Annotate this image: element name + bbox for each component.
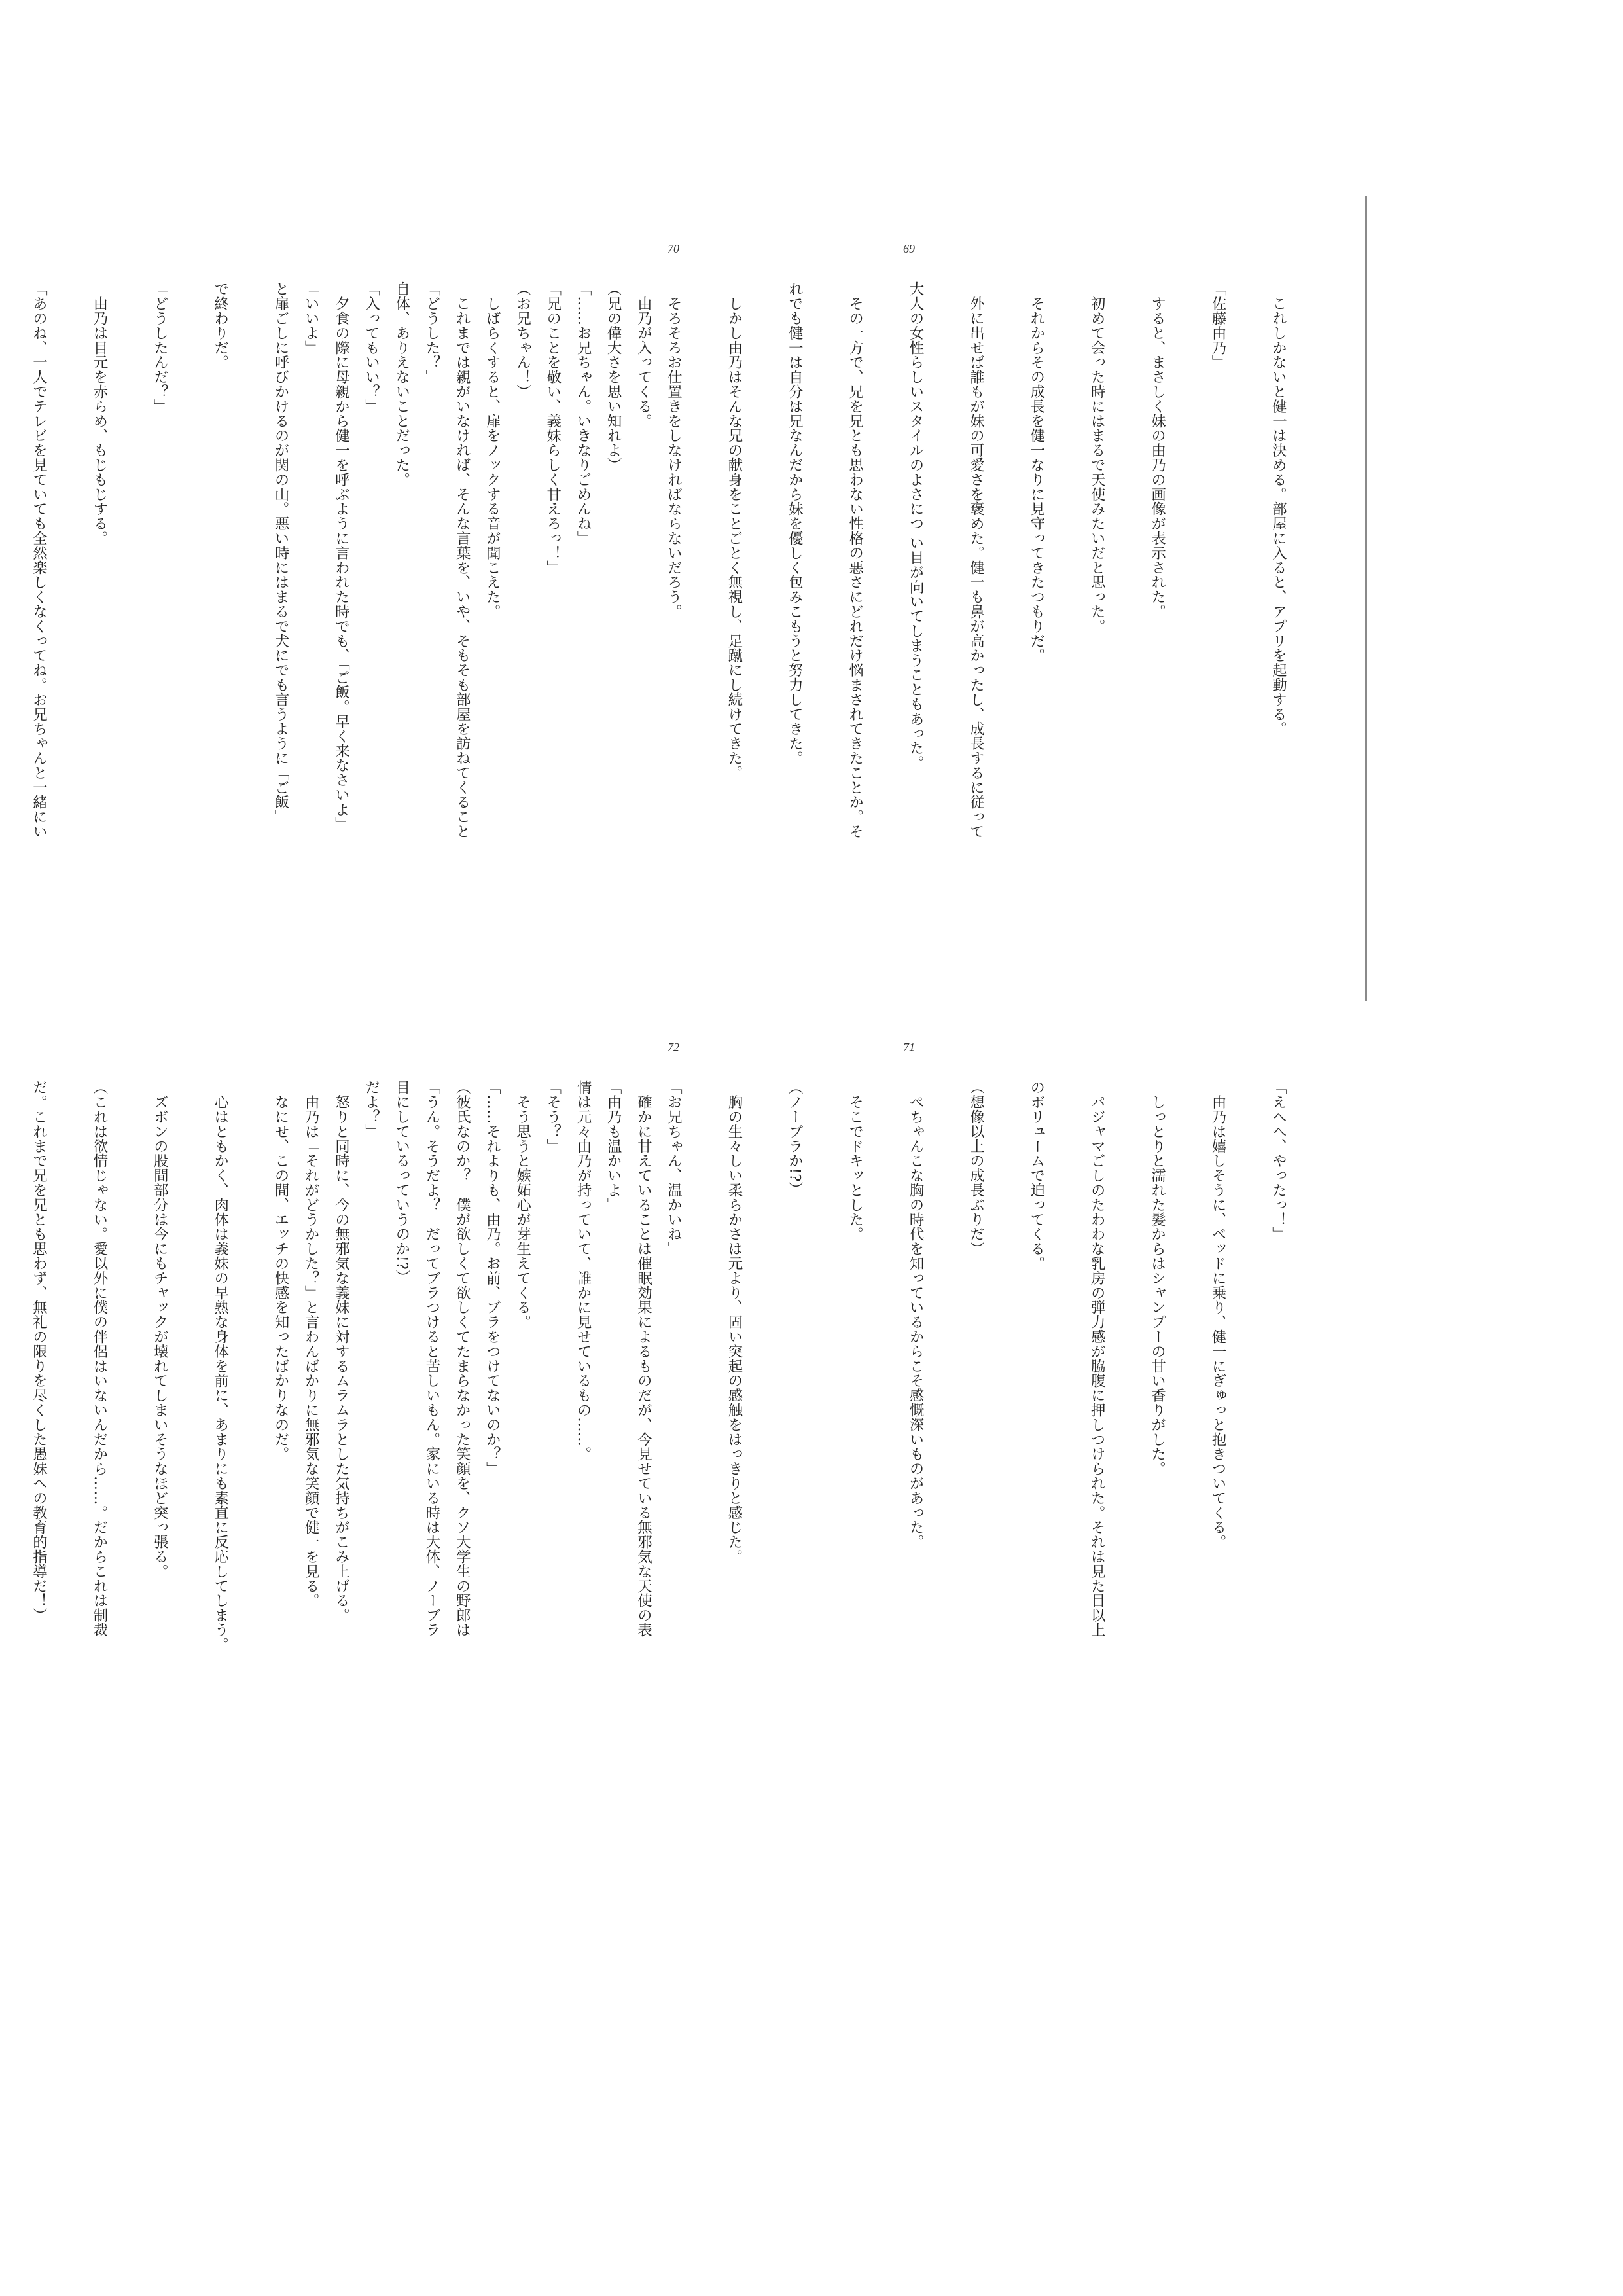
text-line: 目にしているっていうのか!?） [393, 1080, 410, 1285]
text-line: 「入ってもいい？」 [363, 281, 380, 414]
text-line: 夕食の際に母親から健一を呼ぶように言われた時でも、「ご飯。早く来なさいよ」 [332, 281, 350, 831]
text-line: 自体、ありえないことだった。 [393, 281, 410, 487]
vertical-text-block [0, 1080, 694, 1800]
text-line: のボリュームで迫ってくる。 [1027, 1080, 1045, 1271]
text-line: 「由乃も温かいよ」 [605, 1080, 622, 1212]
text-line: それからその成長を健一なりに見守ってきたつもりだ。 [1027, 281, 1045, 663]
text-line: ズボンの股間部分は今にもチャックが壊れてしまいそうなほど突っ張る。 [151, 1080, 169, 1579]
text-line: 「……それよりも、由乃。お前、ブラをつけてないのか？」 [484, 1080, 501, 1476]
text-line: （彼氏なのか？ 僕が欲しくて欲しくてたまらなかった笑顔を、クソ大学生の野郎は [454, 1080, 471, 1638]
text-line: 「兄のことを敬い、義妹らしく甘えろっ！」 [544, 281, 562, 575]
text-line: 「どうしたんだ？」 [151, 281, 169, 414]
text-line: 情は元々由乃が持っていて、誰かに見せているもの……。 [575, 1080, 592, 1462]
text-line: 「うん。そうだよ？ だってブラつけると苦しいもん。家にいる時は大体、ノーブラ [423, 1080, 440, 1638]
text-line: （これは欲情じゃない。愛以外に僕の伴侶はいないんだから……。だからこれは制裁 [90, 1080, 108, 1638]
text-line: しばらくすると、扉をノックする音が聞こえた。 [484, 281, 501, 619]
text-line: 「どうした？」 [423, 281, 440, 384]
text-line: 「えへへ、やったっ！」 [1270, 1080, 1287, 1242]
text-line: 由乃は「それがどうかした？」と言わんばかりに無邪気な笑顔で健一を見る。 [302, 1080, 320, 1608]
text-line: （お兄ちゃん！） [514, 281, 531, 399]
text-line: れでも健一は自分は兄なんだから妹を優しく包みこもうと努力してきた。 [786, 281, 804, 766]
text-line: 由乃が入ってくる。 [635, 281, 652, 428]
page-number: 72 [668, 1041, 679, 1054]
text-line: すると、まさしく妹の由乃の画像が表示された。 [1149, 281, 1166, 619]
text-line: （兄の偉大さを思い知れよ） [605, 281, 622, 473]
text-line: だ。これまで兄を兄とも思わず、無礼の限りを尽くした愚妹への教育的指導だ！） [30, 1080, 48, 1623]
text-line: 「……お兄ちゃん。いきなりごめんね」 [575, 281, 592, 546]
text-line: そこでドキッとした。 [846, 1080, 864, 1242]
text-line: 由乃は目元を赤らめ、もじもじする。 [90, 281, 108, 546]
page-number: 71 [903, 1041, 915, 1054]
page-divider-line [1365, 196, 1367, 1001]
text-line: しっとりと濡れた髪からはシャンプーの甘い香りがした。 [1149, 1080, 1166, 1476]
text-line: 「佐藤由乃」 [1209, 281, 1227, 370]
page-number: 69 [903, 242, 915, 255]
text-line: 「いいよ」 [302, 281, 320, 355]
text-line: 大人の女性らしいスタイルのよさにつ い目が向いてしまうこともあった。 [907, 281, 925, 770]
text-line: そう思うと嫉妬心が芽生えてくる。 [514, 1080, 531, 1329]
text-line: これまでは親がいなければ、そんな言葉を、いや、そもそも部屋を訪ねてくること [454, 281, 471, 839]
text-line: 心はともかく、肉体は義妹の早熟な身体を前に、あまりにも素直に反応してしまう。 [211, 1080, 229, 1652]
text-line: だよ？」 [363, 1080, 380, 1139]
text-line: （ノーブラか!?） [786, 1080, 804, 1196]
text-line: 胸の生々しい柔らかさは元より、固い突起の感触をはっきりと感じた。 [725, 1080, 743, 1564]
text-line: （想像以上の成長ぶりだ） [967, 1080, 985, 1256]
text-line: パジャマごしのたわわな乳房の弾力感が脇腹に押しつけられた。それは見た目以上 [1088, 1080, 1106, 1638]
text-line: 確かに甘えていることは催眠効果によるものだが、今見せている無邪気な天使の表 [635, 1080, 652, 1638]
text-line: 由乃は嬉しそうに、ベッドに乗り、健一にぎゅっと抱きついてくる。 [1209, 1080, 1227, 1549]
text-line: その一方で、兄を兄とも思わない性格の悪さにどれだけ悩まされてきたことか。そ [846, 281, 864, 839]
text-line: と扉ごしに呼びかけるのが関の山。悪い時にはまるで犬にでも言うように「ご飯」 [272, 281, 290, 824]
text-line: 「あのね、一人でテレビを見ていても全然楽しくなくってね。お兄ちゃんと一緒にい [30, 281, 48, 839]
text-line: 怒りと同時に、今の無邪気な義妹に対するムラムラとした気持ちがこみ上げる。 [332, 1080, 350, 1623]
text-line: で終わりだ。 [211, 281, 229, 370]
text-line: 初めて会った時にはまるで天使みたいだと思った。 [1088, 281, 1106, 634]
text-line: しかし由乃はそんな兄の献身をことごとく無視し、足蹴にし続けてきた。 [725, 281, 743, 780]
text-line: ぺちゃんこな胸の時代を知っているからこそ感慨深いものがあった。 [907, 1080, 925, 1549]
text-line: 「そう？」 [544, 1080, 562, 1153]
page-number: 70 [668, 242, 679, 255]
text-line: 「お兄ちゃん、温かいね」 [665, 1080, 683, 1256]
vertical-text-block [0, 281, 694, 1001]
text-line: そろそろお仕置きをしなければならないだろう。 [665, 281, 683, 619]
text-line: これしかないと健一は決める。部屋に入ると、アプリを起動する。 [1270, 281, 1287, 736]
text-line: なにせ、この間、エッチの快感を知ったばかりなのだ。 [272, 1080, 290, 1462]
text-line: 外に出せば誰もが妹の可愛さを褒めた。健一も鼻が高かったし、成長するに従って [967, 281, 985, 839]
